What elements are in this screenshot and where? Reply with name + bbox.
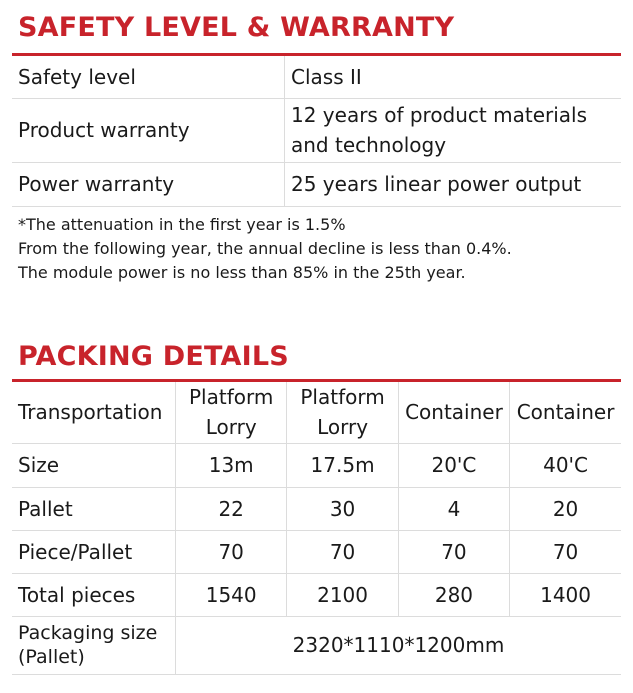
table-row bbox=[12, 56, 621, 98]
table-cell: 70 bbox=[287, 530, 398, 573]
table-cell: 70 bbox=[398, 530, 509, 573]
packaging-size-label: Packaging size (Pallet) bbox=[12, 616, 176, 674]
total-pieces-label: Total pieces bbox=[12, 573, 176, 616]
product-warranty-label: Product warranty bbox=[12, 98, 285, 162]
table-cell: 1540 bbox=[176, 573, 287, 616]
table-row bbox=[12, 382, 621, 443]
safety-level-value: Class II bbox=[285, 56, 622, 98]
safety-section-title: SAFETY LEVEL & WARRANTY bbox=[18, 12, 455, 43]
table-cell: 30 bbox=[287, 487, 398, 530]
safety-table bbox=[12, 56, 621, 207]
note-line: The module power is no less than 85% in the 25th year. bbox=[18, 263, 466, 282]
note-line: From the following year, the annual decline is less than 0.4%. bbox=[18, 239, 512, 258]
packing-section-title: PACKING DETAILS bbox=[18, 341, 289, 372]
power-warranty-label: Power warranty bbox=[12, 162, 285, 206]
table-cell: 70 bbox=[510, 530, 621, 573]
note-line: *The attenuation in the first year is 1.5% bbox=[18, 215, 346, 234]
table-cell: 40'C bbox=[510, 443, 621, 487]
header-platform-lorry-2: Platform Lorry bbox=[287, 382, 398, 443]
table-row bbox=[12, 616, 621, 674]
piece-per-pallet-label: Piece/Pallet bbox=[12, 530, 176, 573]
safety-level-label: Safety level bbox=[12, 56, 285, 98]
size-label: Size bbox=[12, 443, 176, 487]
header-container-40: Container bbox=[510, 382, 621, 443]
table-cell: 70 bbox=[176, 530, 287, 573]
transportation-header: Transportation bbox=[12, 382, 176, 443]
table-cell: 1400 bbox=[510, 573, 621, 616]
table-row bbox=[12, 573, 621, 616]
header-container-20: Container bbox=[398, 382, 509, 443]
packing-table bbox=[12, 382, 621, 675]
table-cell: 2100 bbox=[287, 573, 398, 616]
packaging-size-value: 2320*1110*1200mm bbox=[176, 616, 622, 674]
table-cell: 17.5m bbox=[287, 443, 398, 487]
header-platform-lorry-1: Platform Lorry bbox=[176, 382, 287, 443]
product-warranty-value: 12 years of product materials and technology bbox=[285, 98, 622, 162]
table-cell: 13m bbox=[176, 443, 287, 487]
pallet-label: Pallet bbox=[12, 487, 176, 530]
warranty-notes bbox=[18, 213, 512, 285]
table-cell: 20'C bbox=[398, 443, 509, 487]
power-warranty-value: 25 years linear power output bbox=[285, 162, 622, 206]
table-cell: 22 bbox=[176, 487, 287, 530]
table-cell: 20 bbox=[510, 487, 621, 530]
table-row bbox=[12, 443, 621, 487]
table-row bbox=[12, 162, 621, 206]
table-row bbox=[12, 530, 621, 573]
table-cell: 280 bbox=[398, 573, 509, 616]
table-cell: 4 bbox=[398, 487, 509, 530]
table-row bbox=[12, 487, 621, 530]
table-row bbox=[12, 98, 621, 162]
